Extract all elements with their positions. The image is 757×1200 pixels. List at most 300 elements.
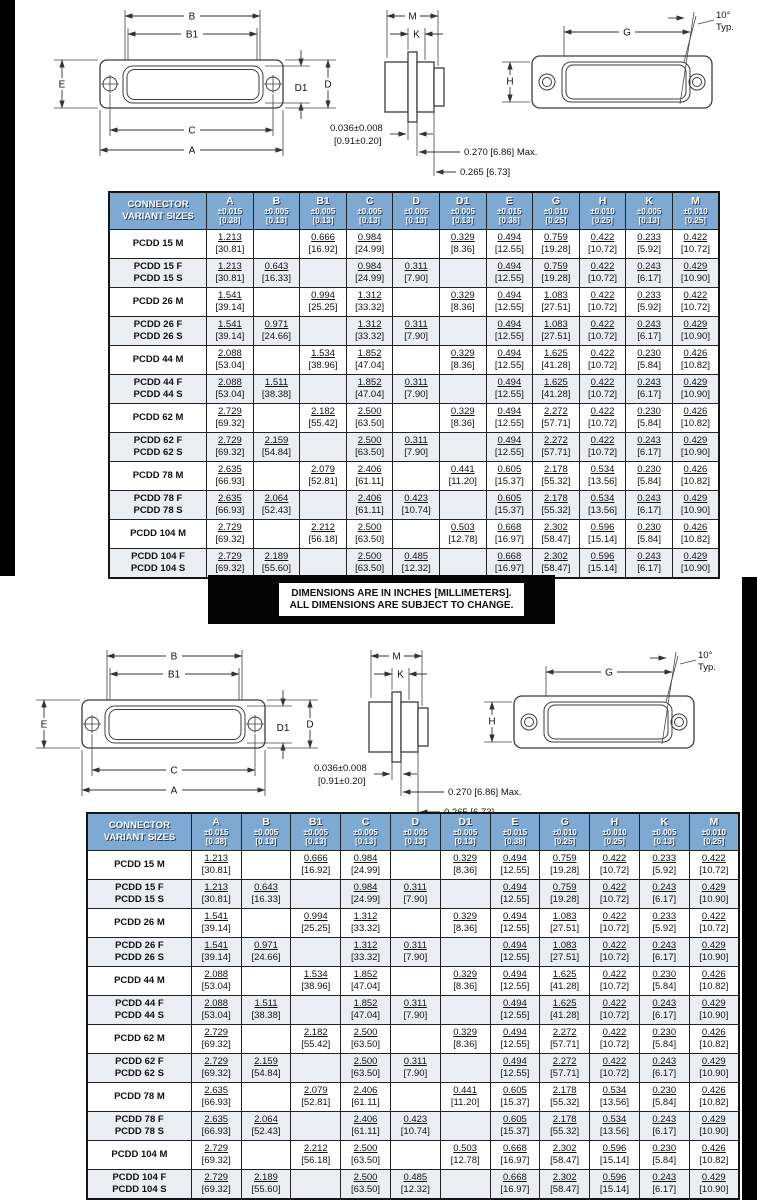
cell-H: 0.422 [10.72]: [579, 317, 626, 346]
header-col-A: A ±0.015 [0.38]: [207, 192, 254, 230]
cell-M: 0.429 [10.90]: [689, 1170, 739, 1200]
cell-G: 2.178 [55.32]: [533, 462, 580, 491]
header-col-B: B ±0.005 [0.13]: [241, 813, 291, 851]
header-col-H: H ±0.010 [0.25]: [590, 813, 640, 851]
cell-K: 0.243 [6.17]: [626, 317, 673, 346]
cell-K: 0.243 [6.17]: [639, 996, 689, 1025]
cell-H: 0.422 [10.72]: [590, 967, 640, 996]
cell-D: 0.485 [12.32]: [393, 549, 440, 579]
cell-G: 2.178 [55.32]: [540, 1083, 590, 1112]
flange-thickness-value: 0.036±0.008: [314, 763, 367, 774]
cell-M: 0.429 [10.90]: [689, 880, 739, 909]
cell-E: 0.494 [12.55]: [486, 230, 533, 259]
row-pcdd-15-m: [87, 851, 739, 880]
cell-H: 0.422 [10.72]: [590, 909, 640, 938]
connector-front-outline: [82, 700, 265, 748]
dim-label-b1: B1: [167, 669, 181, 681]
cell-G: 1.083 [27.51]: [540, 938, 590, 967]
cell-D: [390, 1025, 440, 1054]
cell-D: [390, 1083, 440, 1112]
dimensions-banner: [208, 575, 555, 624]
depth-value: 0.265 [6.73]: [460, 167, 511, 178]
dim-label-a: A: [188, 145, 196, 157]
dim-label-d: D: [306, 719, 314, 731]
cell-E: 0.668 [16.97]: [486, 520, 533, 549]
cell-D: 0.423 [10.74]: [393, 491, 440, 520]
cell-D1: 0.503 [12.78]: [439, 520, 486, 549]
cell-C: 2.500 [63.50]: [346, 520, 393, 549]
cell-B1: 0.666 [16.92]: [291, 851, 341, 880]
row-name: PCDD 26 F PCDD 26 S: [87, 938, 191, 967]
row-name: PCDD 78 M: [109, 462, 207, 491]
cell-B: [241, 1025, 291, 1054]
cell-K: 0.233 [5.92]: [639, 851, 689, 880]
cell-K: 0.230 [5.84]: [639, 1025, 689, 1054]
cell-G: 1.625 [41.28]: [533, 375, 580, 404]
cell-H: 0.422 [10.72]: [590, 880, 640, 909]
row-name: PCDD 26 F PCDD 26 S: [109, 317, 207, 346]
cell-M: 0.426 [10.82]: [689, 1025, 739, 1054]
cell-A: 2.729 [69.32]: [207, 433, 254, 462]
cell-D: 0.311 [7.90]: [393, 259, 440, 288]
cell-B: [253, 462, 300, 491]
cell-E: 0.494 [12.55]: [490, 880, 540, 909]
banner-line-1: DIMENSIONS ARE IN INCHES [MILLIMETERS].: [291, 587, 512, 599]
cell-D1: [440, 1112, 490, 1141]
cell-C: 2.500 [63.50]: [341, 1141, 391, 1170]
cell-K: 0.243 [6.17]: [639, 1112, 689, 1141]
dim-label-g: G: [605, 667, 613, 679]
cell-B1: 1.534 [38.96]: [300, 346, 347, 375]
cell-H: 0.534 [13.56]: [579, 462, 626, 491]
cell-B1: 2.212 [56.18]: [291, 1141, 341, 1170]
cell-B: [253, 520, 300, 549]
cell-D: 0.311 [7.90]: [393, 317, 440, 346]
dim-label-e: E: [40, 719, 48, 731]
row-name: PCDD 44 F PCDD 44 S: [109, 375, 207, 404]
header-col-C: C ±0.005 [0.13]: [346, 192, 393, 230]
cell-A: 2.088 [53.04]: [191, 967, 241, 996]
cell-D: 0.311 [7.90]: [390, 996, 440, 1025]
cell-C: 1.852 [47.04]: [341, 967, 391, 996]
row-pcdd-62-f: [109, 433, 719, 462]
cell-K: 0.243 [6.17]: [626, 433, 673, 462]
cell-A: 1.213 [30.81]: [207, 230, 254, 259]
cell-A: 2.729 [69.32]: [191, 1170, 241, 1200]
cell-A: 1.213 [30.81]: [191, 851, 241, 880]
dim-label-b1: B1: [185, 29, 199, 41]
dim-label-e: E: [58, 79, 66, 91]
cell-K: 0.230 [5.84]: [626, 520, 673, 549]
row-name: PCDD 26 M: [109, 288, 207, 317]
cell-D: 0.423 [10.74]: [390, 1112, 440, 1141]
cell-G: 2.272 [57.71]: [540, 1025, 590, 1054]
cell-A: 2.635 [66.93]: [207, 491, 254, 520]
row-pcdd-62-m: [87, 1025, 739, 1054]
cell-B: [253, 346, 300, 375]
row-pcdd-15-m: [109, 230, 719, 259]
cell-D: [393, 404, 440, 433]
header-col-G: G ±0.010 [0.25]: [533, 192, 580, 230]
cell-A: 1.541 [39.14]: [207, 288, 254, 317]
cell-C: 2.406 [61.11]: [341, 1112, 391, 1141]
row-pcdd-15-f: [109, 259, 719, 288]
draft-angle-typ: Typ.: [716, 22, 734, 33]
dimensions-table-wrapper: [108, 191, 720, 579]
cell-C: 2.500 [63.50]: [341, 1170, 391, 1200]
cell-E: 0.494 [12.55]: [486, 317, 533, 346]
cell-K: 0.243 [6.17]: [639, 880, 689, 909]
cell-H: 0.534 [13.56]: [590, 1112, 640, 1141]
cell-C: 2.500 [63.50]: [346, 549, 393, 579]
cell-M: 0.422 [10.72]: [672, 288, 719, 317]
cell-D1: [439, 549, 486, 579]
cell-C: 0.984 [24.99]: [346, 230, 393, 259]
cell-B1: [291, 1112, 341, 1141]
cell-E: 0.494 [12.55]: [486, 375, 533, 404]
dim-label-h: H: [488, 716, 496, 728]
cell-B1: 2.182 [55.42]: [291, 1025, 341, 1054]
cell-G: 1.625 [41.28]: [533, 346, 580, 375]
row-name: PCDD 62 M: [87, 1025, 191, 1054]
cell-C: 1.312 [33.32]: [341, 938, 391, 967]
cell-B1: 2.079 [52.81]: [300, 462, 347, 491]
cell-K: 0.243 [6.17]: [626, 375, 673, 404]
cell-B1: [291, 938, 341, 967]
cell-H: 0.422 [10.72]: [579, 433, 626, 462]
header-col-E: E ±0.015 [0.38]: [490, 813, 540, 851]
cell-B: 2.159 [54.84]: [241, 1054, 291, 1083]
cell-B: 0.971 [24.66]: [241, 938, 291, 967]
cell-D1: 0.329 [8.36]: [439, 404, 486, 433]
header-col-K: K ±0.005 [0.13]: [639, 813, 689, 851]
row-name: PCDD 62 F PCDD 62 S: [87, 1054, 191, 1083]
cell-G: 0.759 [19.28]: [540, 851, 590, 880]
cell-B1: [300, 491, 347, 520]
cell-A: 2.088 [53.04]: [191, 996, 241, 1025]
cell-H: 0.422 [10.72]: [590, 851, 640, 880]
cell-D: 0.311 [7.90]: [393, 433, 440, 462]
cell-K: 0.243 [6.17]: [626, 549, 673, 579]
header-col-B1: B1 ±0.005 [0.13]: [300, 192, 347, 230]
header-col-K: K ±0.005 [0.13]: [626, 192, 673, 230]
cell-M: 0.429 [10.90]: [672, 259, 719, 288]
cell-D1: 0.329 [8.36]: [440, 967, 490, 996]
row-name: PCDD 15 M: [87, 851, 191, 880]
cell-M: 0.429 [10.90]: [689, 996, 739, 1025]
header-col-A: A ±0.015 [0.38]: [191, 813, 241, 851]
dim-label-a: A: [170, 785, 178, 797]
cell-E: 0.668 [16.97]: [486, 549, 533, 579]
cell-G: 1.625 [41.28]: [540, 996, 590, 1025]
dim-label-b: B: [170, 651, 178, 663]
row-pcdd-26-m: [87, 909, 739, 938]
cell-E: 0.494 [12.55]: [486, 288, 533, 317]
cell-E: 0.494 [12.55]: [486, 404, 533, 433]
cell-H: 0.422 [10.72]: [590, 1025, 640, 1054]
cell-D1: 0.329 [8.36]: [439, 230, 486, 259]
row-pcdd-15-f: [87, 880, 739, 909]
cell-C: 2.406 [61.11]: [346, 491, 393, 520]
cell-K: 0.233 [5.92]: [626, 288, 673, 317]
cell-B: 2.064 [52.43]: [253, 491, 300, 520]
cell-K: 0.230 [5.84]: [639, 1083, 689, 1112]
cell-D: 0.311 [7.90]: [390, 938, 440, 967]
cell-B1: [291, 996, 341, 1025]
cell-B1: [291, 880, 341, 909]
row-pcdd-44-m: [87, 967, 739, 996]
cell-H: 0.422 [10.72]: [579, 346, 626, 375]
row-name: PCDD 15 M: [109, 230, 207, 259]
cell-D: [393, 520, 440, 549]
cell-E: 0.494 [12.55]: [490, 1025, 540, 1054]
header-col-M: M ±0.010 [0.25]: [672, 192, 719, 230]
row-name: PCDD 62 M: [109, 404, 207, 433]
dim-label-d: D: [324, 79, 332, 91]
row-name: PCDD 78 M: [87, 1083, 191, 1112]
cell-A: 1.541 [39.14]: [191, 938, 241, 967]
cell-B: 2.189 [55.60]: [253, 549, 300, 579]
cell-B1: 2.079 [52.81]: [291, 1083, 341, 1112]
header-col-C: C ±0.005 [0.13]: [341, 813, 391, 851]
cell-A: 1.541 [39.14]: [191, 909, 241, 938]
cell-M: 0.426 [10.82]: [672, 404, 719, 433]
cell-A: 2.729 [69.32]: [207, 549, 254, 579]
connector-side-outline: [369, 692, 428, 762]
cell-D1: [439, 259, 486, 288]
cell-D1: 0.329 [8.36]: [439, 346, 486, 375]
cell-G: 1.083 [27.51]: [533, 317, 580, 346]
cell-A: 2.088 [53.04]: [207, 346, 254, 375]
cell-E: 0.668 [16.97]: [490, 1170, 540, 1200]
draft-angle-typ: Typ.: [698, 662, 716, 673]
cell-B1: 0.994 [25.25]: [291, 909, 341, 938]
header-connector-variant: CONNECTOR VARIANT SIZES: [109, 192, 207, 230]
cell-M: 0.429 [10.90]: [689, 938, 739, 967]
cell-G: 2.178 [55.32]: [540, 1112, 590, 1141]
row-name: PCDD 78 F PCDD 78 S: [109, 491, 207, 520]
dim-label-m: M: [392, 651, 401, 663]
cell-C: 1.852 [47.04]: [346, 375, 393, 404]
row-pcdd-26-m: [109, 288, 719, 317]
cell-D: [390, 967, 440, 996]
cell-H: 0.534 [13.56]: [590, 1083, 640, 1112]
cell-B: 2.189 [55.60]: [241, 1170, 291, 1200]
cell-M: 0.429 [10.90]: [672, 375, 719, 404]
draft-angle-value: 10°: [698, 650, 713, 661]
header-col-B: B ±0.005 [0.13]: [253, 192, 300, 230]
dim-label-k: K: [397, 669, 404, 681]
cell-H: 0.422 [10.72]: [579, 259, 626, 288]
cell-A: 2.635 [66.93]: [207, 462, 254, 491]
cell-C: 2.500 [63.50]: [341, 1025, 391, 1054]
cell-A: 1.213 [30.81]: [191, 880, 241, 909]
cell-B: 1.511 [38.38]: [241, 996, 291, 1025]
row-pcdd-78-m: [87, 1083, 739, 1112]
cell-M: 0.426 [10.82]: [672, 346, 719, 375]
cell-G: 1.083 [27.51]: [533, 288, 580, 317]
cell-K: 0.243 [6.17]: [639, 1054, 689, 1083]
cell-D: 0.485 [12.32]: [390, 1170, 440, 1200]
row-pcdd-78-f: [87, 1112, 739, 1141]
row-name: PCDD 104 M: [87, 1141, 191, 1170]
connector-rear-outline: [514, 696, 694, 748]
cell-M: 0.422 [10.72]: [672, 230, 719, 259]
cell-D: [390, 909, 440, 938]
cell-D: 0.311 [7.90]: [390, 880, 440, 909]
cell-G: 2.302 [58.47]: [540, 1170, 590, 1200]
cell-D: [393, 346, 440, 375]
connector-rear-outline: [532, 56, 712, 108]
cell-A: 1.541 [39.14]: [207, 317, 254, 346]
row-name: PCDD 62 F PCDD 62 S: [109, 433, 207, 462]
header-col-D1: D1 ±0.005 [0.13]: [440, 813, 490, 851]
cell-D1: 0.329 [8.36]: [440, 1025, 490, 1054]
cell-K: 0.230 [5.84]: [626, 462, 673, 491]
cell-D1: [440, 996, 490, 1025]
cell-B: 0.643 [16.33]: [241, 880, 291, 909]
dim-label-m: M: [408, 11, 417, 23]
row-pcdd-62-m: [109, 404, 719, 433]
row-name: PCDD 26 M: [87, 909, 191, 938]
rear-view-diagram: [494, 4, 744, 152]
dim-label-h: H: [506, 76, 514, 88]
cell-E: 0.494 [12.55]: [486, 346, 533, 375]
cell-B: [241, 1083, 291, 1112]
cell-G: 2.302 [58.47]: [533, 520, 580, 549]
cell-G: 2.272 [57.71]: [533, 433, 580, 462]
cell-G: 2.272 [57.71]: [540, 1054, 590, 1083]
cell-K: 0.243 [6.17]: [639, 938, 689, 967]
cell-C: 2.406 [61.11]: [346, 462, 393, 491]
cell-D1: 0.441 [11.20]: [440, 1083, 490, 1112]
cell-C: 1.852 [47.04]: [346, 346, 393, 375]
cell-E: 0.494 [12.55]: [490, 851, 540, 880]
cell-H: 0.422 [10.72]: [590, 996, 640, 1025]
cell-B: 0.643 [16.33]: [253, 259, 300, 288]
cell-E: 0.494 [12.55]: [490, 909, 540, 938]
dim-label-c: C: [188, 125, 196, 137]
row-pcdd-104-f: [87, 1170, 739, 1200]
cell-D1: [440, 938, 490, 967]
row-name: PCDD 44 F PCDD 44 S: [87, 996, 191, 1025]
cell-B1: [300, 375, 347, 404]
max-depth-value: 0.270 [6.86] Max.: [448, 787, 522, 798]
cell-D: [393, 288, 440, 317]
cell-E: 0.605 [15.37]: [486, 462, 533, 491]
cell-H: 0.422 [10.72]: [579, 230, 626, 259]
cell-E: 0.494 [12.55]: [490, 1054, 540, 1083]
row-pcdd-26-f: [87, 938, 739, 967]
header-col-H: H ±0.010 [0.25]: [579, 192, 626, 230]
row-pcdd-104-f: [109, 549, 719, 579]
cell-K: 0.230 [5.84]: [626, 346, 673, 375]
cell-D1: 0.329 [8.36]: [440, 851, 490, 880]
cell-M: 0.429 [10.90]: [672, 549, 719, 579]
cell-M: 0.429 [10.90]: [672, 433, 719, 462]
cell-A: 2.729 [69.32]: [207, 404, 254, 433]
cell-G: 0.759 [19.28]: [540, 880, 590, 909]
cell-G: 2.302 [58.47]: [540, 1141, 590, 1170]
cell-B1: [300, 259, 347, 288]
cell-K: 0.243 [6.17]: [639, 1170, 689, 1200]
cell-G: 0.759 [19.28]: [533, 259, 580, 288]
row-name: PCDD 44 M: [109, 346, 207, 375]
top-section: [0, 0, 757, 574]
cell-M: 0.422 [10.72]: [689, 909, 739, 938]
cell-B1: 2.182 [55.42]: [300, 404, 347, 433]
cell-B: [241, 967, 291, 996]
cell-B1: 2.212 [56.18]: [300, 520, 347, 549]
cell-H: 0.422 [10.72]: [579, 288, 626, 317]
cell-B: [253, 288, 300, 317]
row-name: PCDD 104 M: [109, 520, 207, 549]
cell-G: 1.625 [41.28]: [540, 967, 590, 996]
row-pcdd-44-m: [109, 346, 719, 375]
cell-A: 2.635 [66.93]: [191, 1083, 241, 1112]
cell-B1: [291, 1170, 341, 1200]
cell-D: [390, 851, 440, 880]
cell-K: 0.243 [6.17]: [626, 259, 673, 288]
cell-C: 1.312 [33.32]: [346, 317, 393, 346]
cell-G: 2.178 [55.32]: [533, 491, 580, 520]
connector-side-outline: [385, 52, 444, 122]
cell-A: 2.729 [69.32]: [207, 520, 254, 549]
cell-B1: [300, 549, 347, 579]
cell-D1: 0.503 [12.78]: [440, 1141, 490, 1170]
cell-B: [241, 1141, 291, 1170]
cell-E: 0.494 [12.55]: [486, 433, 533, 462]
cell-E: 0.668 [16.97]: [490, 1141, 540, 1170]
cell-K: 0.243 [6.17]: [626, 491, 673, 520]
row-name: PCDD 15 F PCDD 15 S: [109, 259, 207, 288]
cell-A: 2.088 [53.04]: [207, 375, 254, 404]
header-col-B1: B1 ±0.005 [0.13]: [291, 813, 341, 851]
cell-H: 0.422 [10.72]: [579, 404, 626, 433]
cell-M: 0.429 [10.90]: [672, 491, 719, 520]
dim-label-d1: D1: [276, 723, 290, 734]
cell-M: 0.426 [10.82]: [689, 1141, 739, 1170]
cell-C: 1.312 [33.32]: [346, 288, 393, 317]
connector-front-outline: [100, 60, 283, 108]
cell-M: 0.426 [10.82]: [689, 1083, 739, 1112]
cell-B: 1.511 [38.38]: [253, 375, 300, 404]
cell-D1: [440, 1054, 490, 1083]
dim-label-g: G: [623, 27, 631, 39]
draft-angle-value: 10°: [716, 10, 731, 21]
cell-E: 0.605 [15.37]: [486, 491, 533, 520]
dim-label-c: C: [170, 765, 178, 777]
row-name: PCDD 104 F PCDD 104 S: [87, 1170, 191, 1200]
cell-C: 2.500 [63.50]: [341, 1054, 391, 1083]
cell-K: 0.233 [5.92]: [626, 230, 673, 259]
cell-D: [393, 462, 440, 491]
cell-H: 0.422 [10.72]: [590, 1054, 640, 1083]
cell-B: 2.064 [52.43]: [241, 1112, 291, 1141]
row-name: PCDD 44 M: [87, 967, 191, 996]
cell-H: 0.596 [15.14]: [579, 520, 626, 549]
cell-C: 2.500 [63.50]: [346, 404, 393, 433]
cell-C: 0.984 [24.99]: [346, 259, 393, 288]
cell-M: 0.429 [10.90]: [689, 1054, 739, 1083]
cell-M: 0.429 [10.90]: [689, 1112, 739, 1141]
cell-D1: [440, 880, 490, 909]
cell-B: [241, 851, 291, 880]
row-pcdd-44-f: [87, 996, 739, 1025]
cell-H: 0.596 [15.14]: [590, 1170, 640, 1200]
cell-K: 0.230 [5.84]: [639, 967, 689, 996]
cell-H: 0.422 [10.72]: [590, 938, 640, 967]
